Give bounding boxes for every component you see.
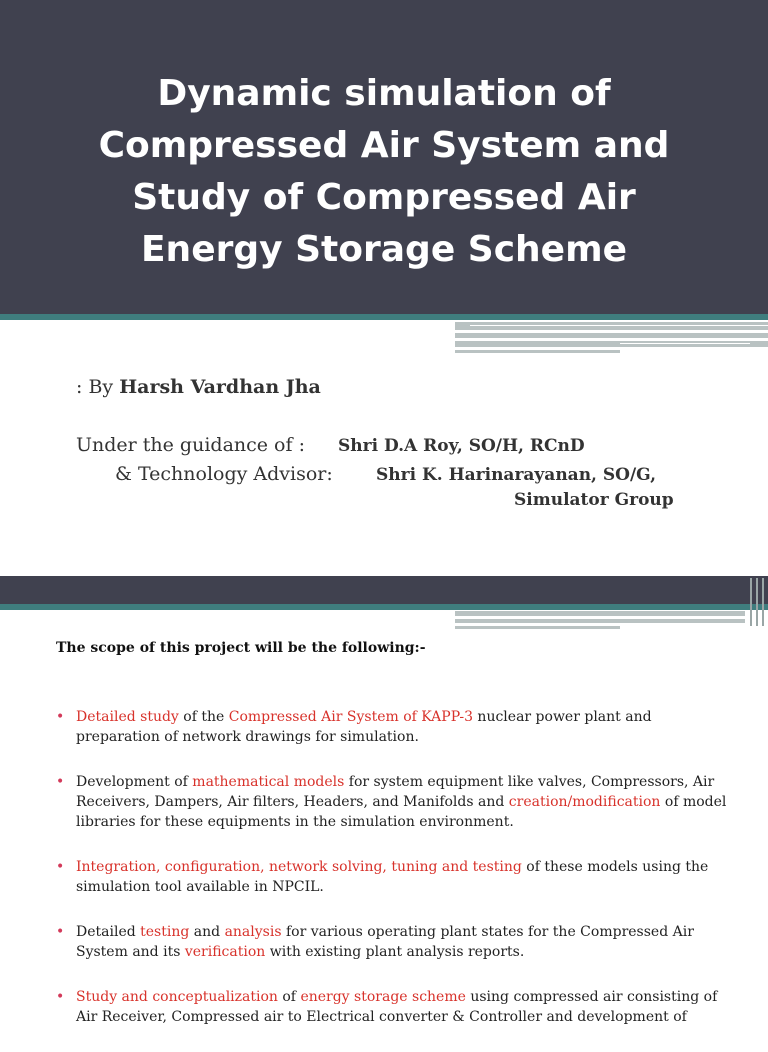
highlight-text: creation/modification bbox=[508, 794, 661, 810]
bullet-text: Development of bbox=[76, 774, 193, 790]
decorative-bar bbox=[455, 626, 620, 629]
bullet-text: of model libraries for these equipments in the simulation environment. bbox=[76, 794, 727, 830]
highlight-text: analysis bbox=[224, 924, 282, 940]
bullet-dot-icon: • bbox=[56, 859, 65, 875]
decorative-bar bbox=[750, 578, 752, 626]
scope-bullet bbox=[56, 707, 736, 747]
highlight-text: Integration, configuration, network solving, tuning and testing bbox=[76, 859, 522, 875]
title-line: Compressed Air System and bbox=[98, 125, 670, 166]
highlight-text: Detailed study bbox=[76, 709, 179, 725]
title-line: Study of Compressed Air bbox=[132, 177, 636, 218]
bullet-text: using compressed air consisting of Air Receiver, Compressed air to Electrical converter & Controller and development of bbox=[76, 989, 718, 1025]
bullet-text: for system equipment like valves, Compressors, Air Receivers, Dampers, Air filters, Headers, and Manifolds and bbox=[76, 774, 715, 810]
scope-heading: The scope of this project will be the following:- bbox=[56, 640, 426, 656]
advisor-label: & Technology Advisor: bbox=[115, 463, 333, 485]
slide2-banner bbox=[0, 576, 768, 604]
title-banner bbox=[0, 0, 768, 314]
decorative-bar bbox=[455, 611, 745, 616]
highlight-text: mathematical models bbox=[192, 774, 345, 790]
highlight-text: energy storage scheme bbox=[300, 989, 466, 1005]
decorative-line bbox=[620, 343, 750, 344]
highlight-text: Compressed Air System of KAPP-3 bbox=[228, 709, 473, 725]
decorative-line bbox=[470, 325, 768, 326]
decorative-bar bbox=[762, 578, 764, 626]
advisor-group: Simulator Group bbox=[514, 490, 674, 510]
scope-bullet bbox=[56, 772, 736, 832]
advisor-name: Shri K. Harinarayanan, SO/G, bbox=[376, 465, 657, 485]
bullet-dot-icon: • bbox=[56, 774, 65, 790]
bullet-dot-icon: • bbox=[56, 709, 65, 725]
highlight-text: Study and conceptualization bbox=[76, 989, 278, 1005]
bullet-text: of these models using the simulation tool available in NPCIL. bbox=[76, 859, 709, 895]
decorative-bar bbox=[756, 578, 758, 626]
author-name: Harsh Vardhan Jha bbox=[119, 376, 321, 398]
bullet-text: for various operating plant states for the Compressed Air System and its bbox=[76, 924, 694, 960]
teal-stripe bbox=[0, 314, 768, 320]
scope-list bbox=[56, 707, 736, 1052]
highlight-text: verification bbox=[184, 944, 266, 960]
guidance-name: Shri D.A Roy, SO/H, RCnD bbox=[338, 436, 585, 456]
byline bbox=[76, 376, 321, 398]
title-line: Energy Storage Scheme bbox=[140, 229, 628, 270]
bullet-dot-icon: • bbox=[56, 989, 65, 1005]
by-prefix: : By bbox=[76, 376, 120, 398]
highlight-text: testing bbox=[140, 924, 190, 940]
scope-bullet bbox=[56, 857, 736, 897]
title-line: Dynamic simulation of bbox=[157, 73, 611, 114]
guidance-label: Under the guidance of : bbox=[76, 434, 305, 456]
bullet-text: nuclear power plant and preparation of network drawings for simulation. bbox=[76, 709, 652, 745]
decorative-bar bbox=[455, 350, 620, 353]
teal-stripe bbox=[0, 604, 768, 610]
decorative-bar bbox=[455, 341, 768, 347]
bullet-text: and bbox=[189, 924, 225, 940]
decorative-bar bbox=[455, 322, 768, 330]
bullet-text: of the bbox=[178, 709, 229, 725]
bullet-dot-icon: • bbox=[56, 924, 65, 940]
decorative-bar bbox=[455, 619, 745, 623]
decorative-bar bbox=[455, 333, 768, 338]
scope-bullet bbox=[56, 922, 736, 962]
scope-bullet bbox=[56, 987, 736, 1027]
bullet-text: with existing plant analysis reports. bbox=[265, 944, 525, 960]
bullet-text: of bbox=[277, 989, 301, 1005]
slide-title bbox=[40, 68, 728, 276]
bullet-text: Detailed bbox=[76, 924, 141, 940]
